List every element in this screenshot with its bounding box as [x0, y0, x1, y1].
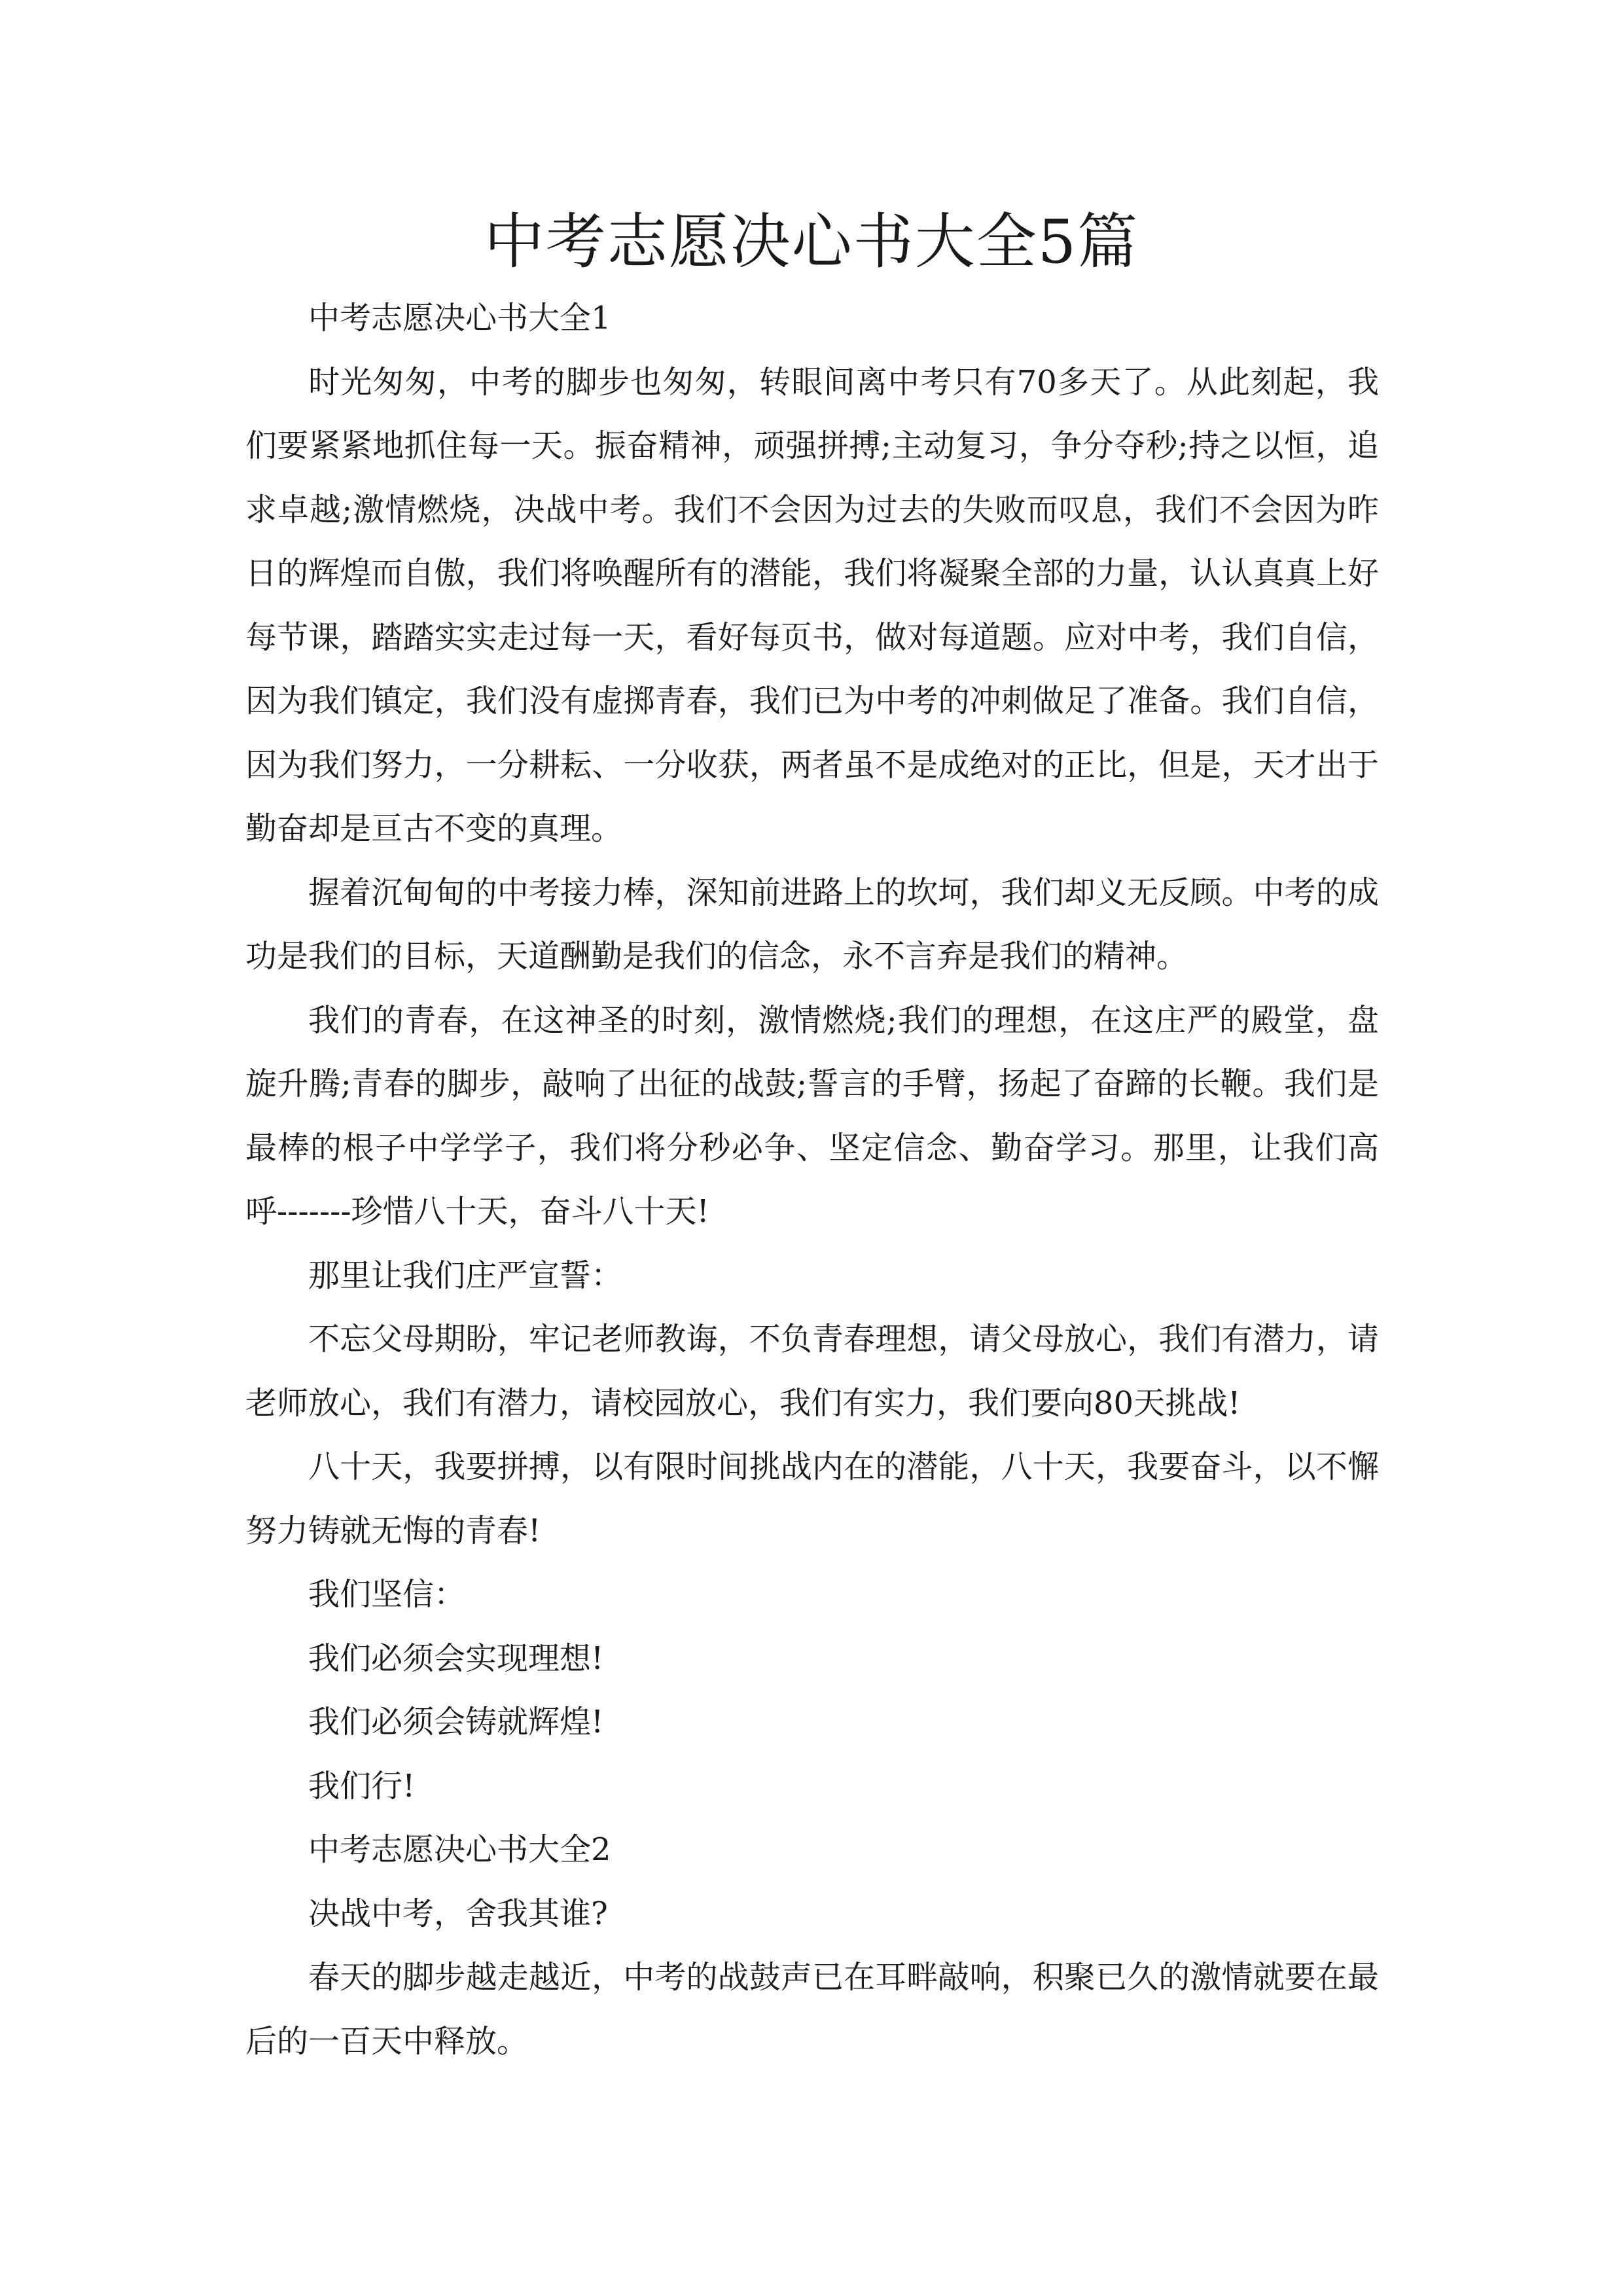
paragraph: 我们的青春，在这神圣的时刻，激情燃烧;我们的理想，在这庄严的殿堂，盘旋升腾;青春的脚步，敲响了出征的战鼓;誓言的手臂，扬起了奋蹄的长鞭。我们是最棒的根子中学学子，我们将分秒必争、坚定信念、勤奋学习。那里，让我们高呼-------珍惜八十天，奋斗八十天! — [245, 1001, 1379, 1230]
paragraph: 握着沉甸甸的中考接力棒，深知前进路上的坎坷，我们却义无反顾。中考的成功是我们的目标，天道酬勤是我们的信念，永不言弃是我们的精神。 — [245, 874, 1379, 975]
paragraph: 我们必须会实现理想! — [308, 1640, 604, 1677]
paragraph: 我们必须会铸就辉煌! — [308, 1704, 604, 1740]
paragraph: 不忘父母期盼，牢记老师教诲，不负青春理想，请父母放心，我们有潜力，请老师放心，我们有潜力，请校园放心，我们有实力，我们要向80天挑战! — [245, 1321, 1379, 1422]
paragraph: 决战中考，舍我其谁? — [308, 1895, 608, 1932]
paragraph: 我们行! — [308, 1767, 416, 1804]
paragraph: 八十天，我要拼搏，以有限时间挑战内在的潜能，八十天，我要奋斗，以不懈努力铸就无悔的青春! — [245, 1448, 1379, 1549]
section-heading-2: 中考志愿决心书大全2 — [308, 1831, 611, 1868]
paragraph: 时光匆匆，中考的脚步也匆匆，转眼间离中考只有70多天了。从此刻起，我们要紧紧地抓住每一天。振奋精神，顽强拼搏;主动复习，争分夺秒;持之以恒，追求卓越;激情燃烧，决战中考。我们不会因为过去的失败而叹息，我们不会因为昨日的辉煌而自傲，我们将唤醒所有的潜能，我们将凝聚全部的力量，认认真真上好每节课，踏踏实实走过每一天，看好每页书，做对每道题。应对中考，我们自信，因为我们镇定，我们没有虚掷青春，我们已为中考的冲刺做足了准备。我们自信，因为我们努力，一分耕耘、一分收获，两者虽不是成绝对的正比，但是，天才出于勤奋却是亘古不变的真理。 — [245, 363, 1379, 847]
paragraph: 我们坚信： — [308, 1576, 466, 1613]
document-title: 中考志愿决心书大全5篇 — [484, 207, 1139, 277]
document-body — [245, 287, 1379, 2073]
paragraph: 那里让我们庄严宣誓： — [308, 1257, 623, 1294]
paragraph: 春天的脚步越走越近，中考的战鼓声已在耳畔敲响，积聚已久的激情就要在最后的一百天中释放。 — [245, 1959, 1379, 2060]
section-heading-1: 中考志愿决心书大全1 — [308, 300, 611, 336]
